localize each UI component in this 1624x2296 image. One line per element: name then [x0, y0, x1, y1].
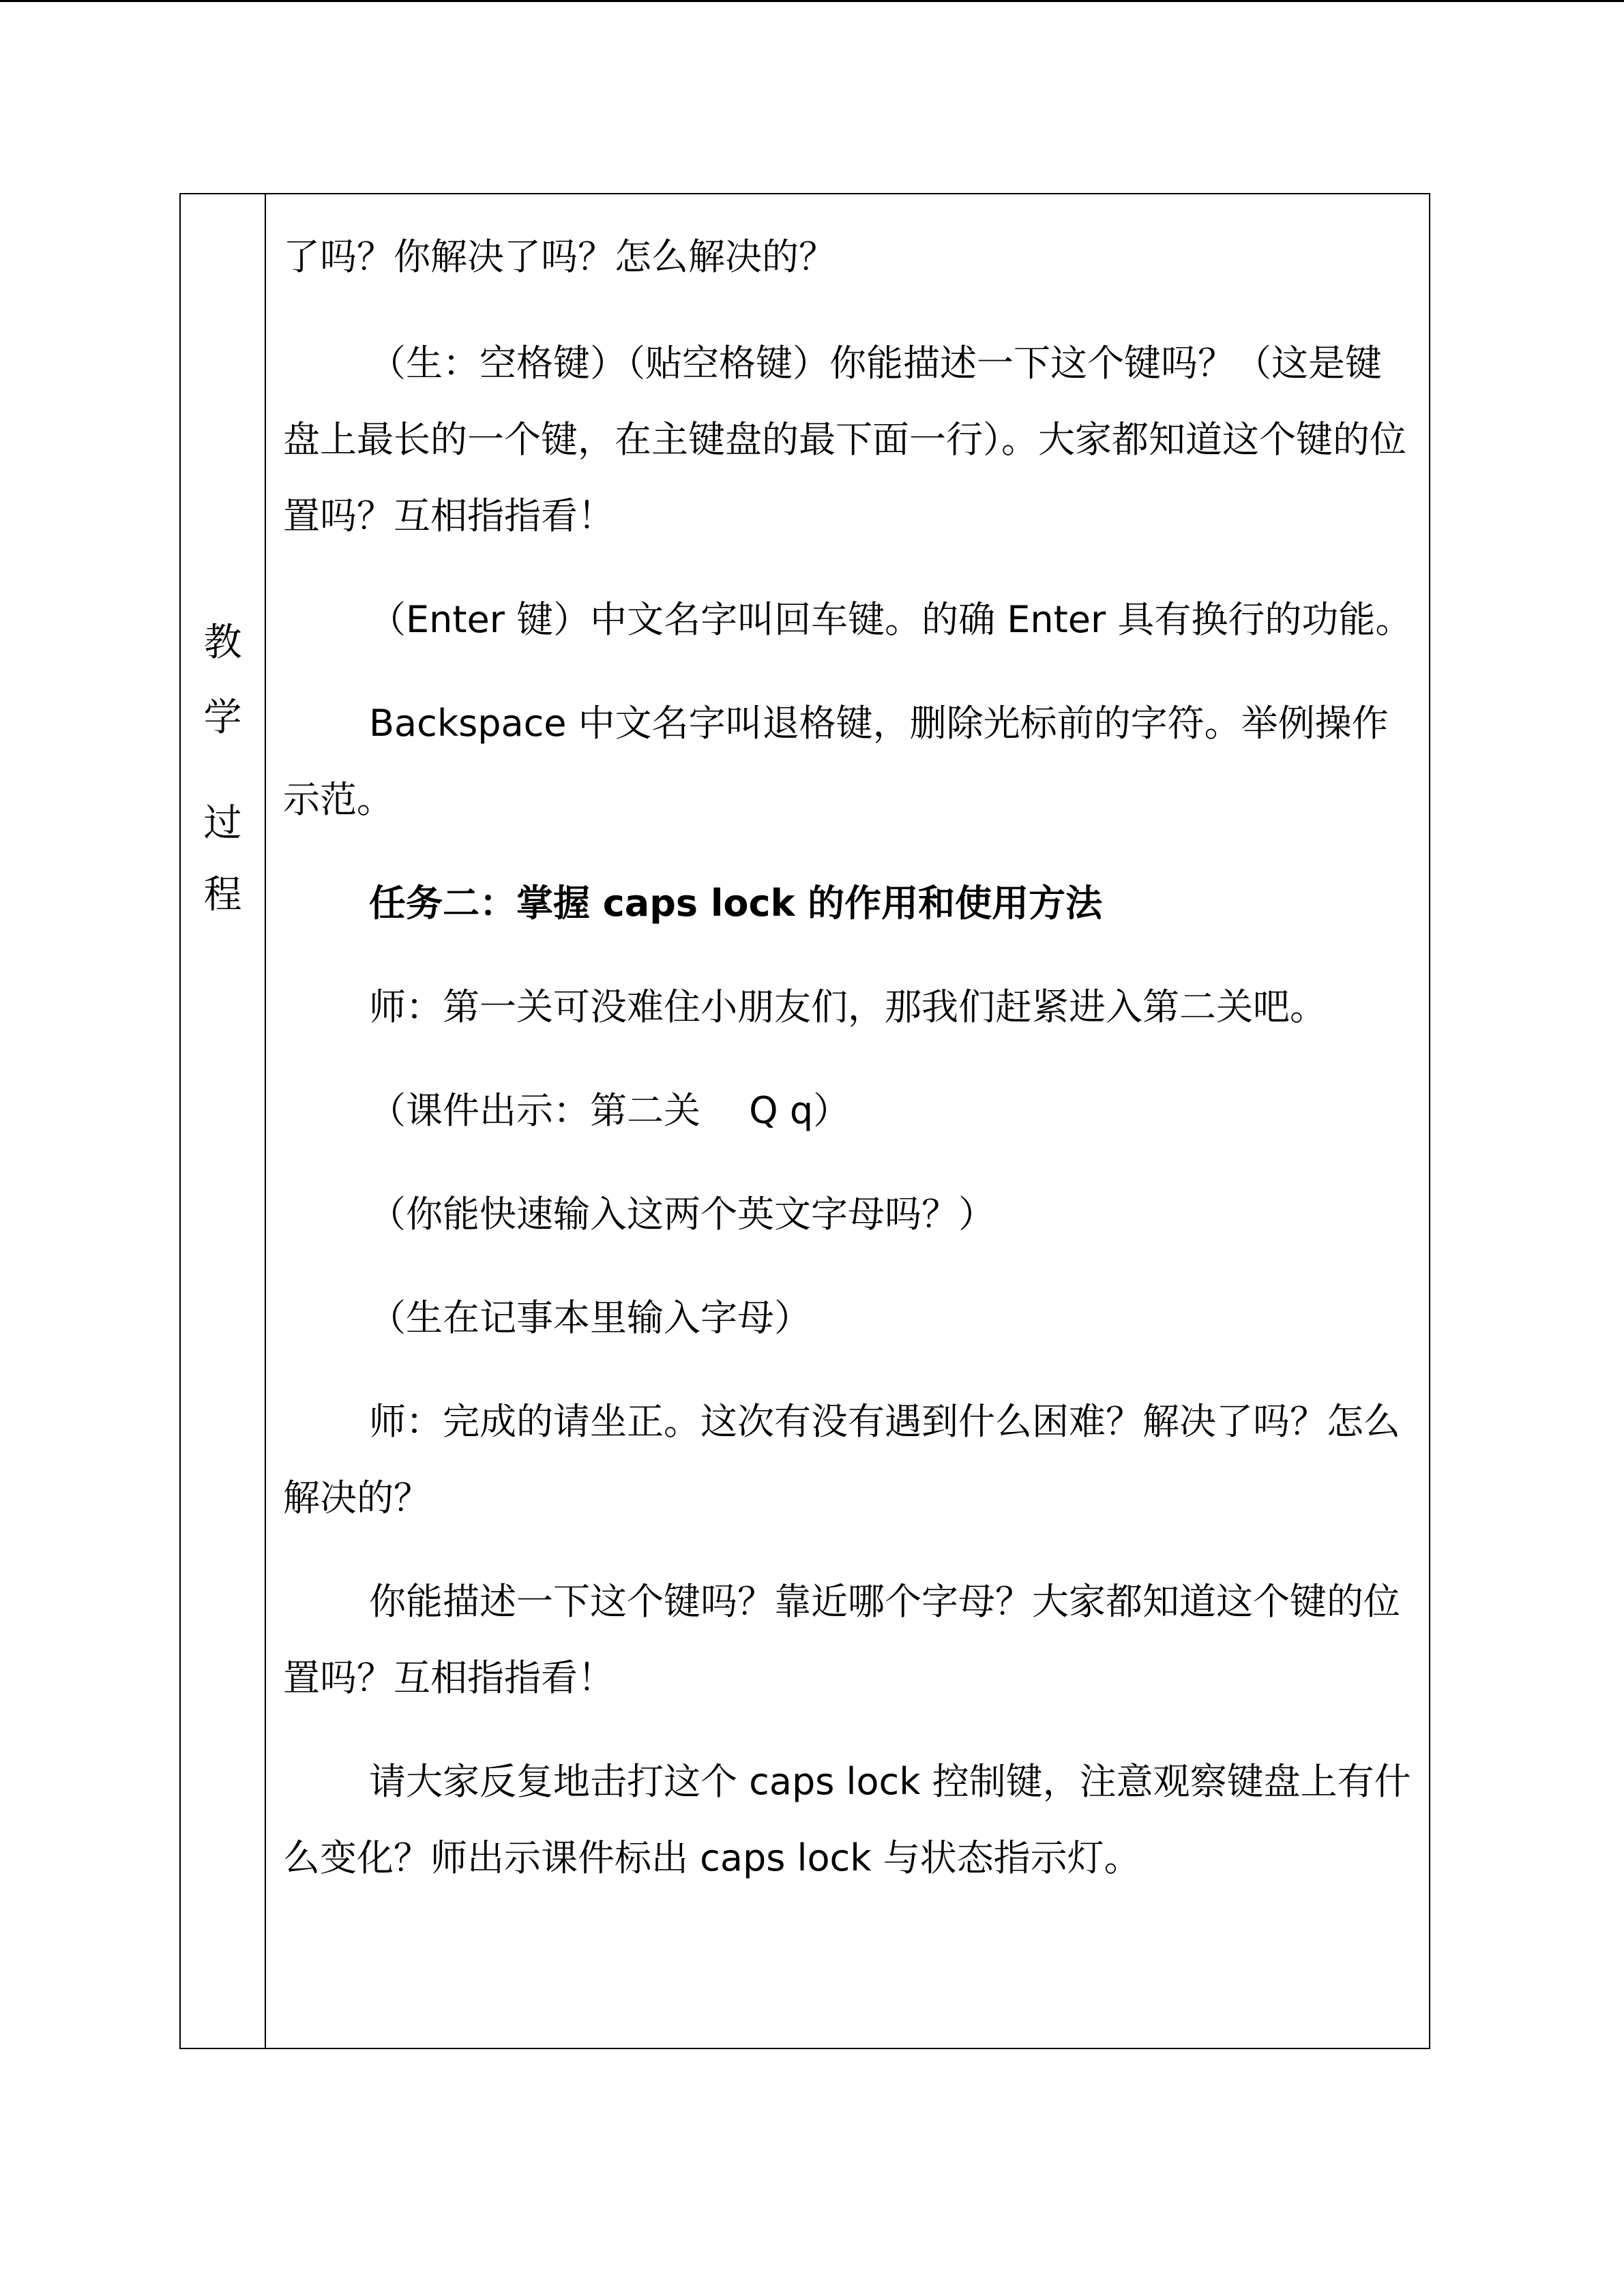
task-two-heading: 任务二：掌握 caps lock 的作用和使用方法: [369, 882, 1103, 925]
section-label-cell: [181, 194, 266, 2048]
paragraph-caps-lock-observe: 请大家反复地击打这个 caps lock 控制键，注意观察键盘上有什么变化？师出示课件标出 caps lock 与状态指示灯。: [283, 1760, 1411, 1879]
paragraph-describe-key: 你能描述一下这个键吗？靠近哪个字母？大家都知道这个键的位置吗？互相指指看！: [283, 1580, 1400, 1699]
paragraph-question-typing: （你能快速输入这两个英文字母吗？）: [369, 1193, 995, 1236]
paragraph-teacher-difficulty: 师：完成的请坐正。这次有没有遇到什么困难？解决了吗？怎么解决的？: [283, 1400, 1400, 1519]
paragraph-student-notepad: （生在记事本里输入字母）: [369, 1296, 811, 1339]
section-label-char: 过: [203, 801, 242, 846]
section-content-cell: [266, 194, 1429, 2048]
lesson-plan-table: [179, 193, 1430, 2049]
paragraph-enter-key: （Enter 键）中文名字叫回车键。的确 Enter 具有换行的功能。: [369, 598, 1413, 641]
paragraph-continuation: 了吗？你解决了吗？怎么解决的？: [283, 235, 836, 278]
paragraph-courseware-level-two: （课件出示：第二关 Q q）: [369, 1089, 851, 1132]
section-label-char: 教: [203, 621, 242, 665]
paragraph-level-two-intro: 师：第一关可没难住小朋友们，那我们赶紧进入第二关吧。: [369, 985, 1327, 1028]
section-label-char: 程: [203, 873, 242, 917]
paragraph-backspace-key: Backspace 中文名字叫退格键，删除光标前的字符。举例操作示范。: [283, 702, 1389, 821]
section-label-char: 学: [203, 696, 242, 740]
page-top-border: [0, 0, 1624, 2]
paragraph-space-key: （生：空格键）（贴空格键）你能描述一下这个键吗？（这是键盘上最长的一个键，在主键盘的最下面一行）。大家都知道这个键的位置吗？互相指指看！: [283, 342, 1406, 537]
